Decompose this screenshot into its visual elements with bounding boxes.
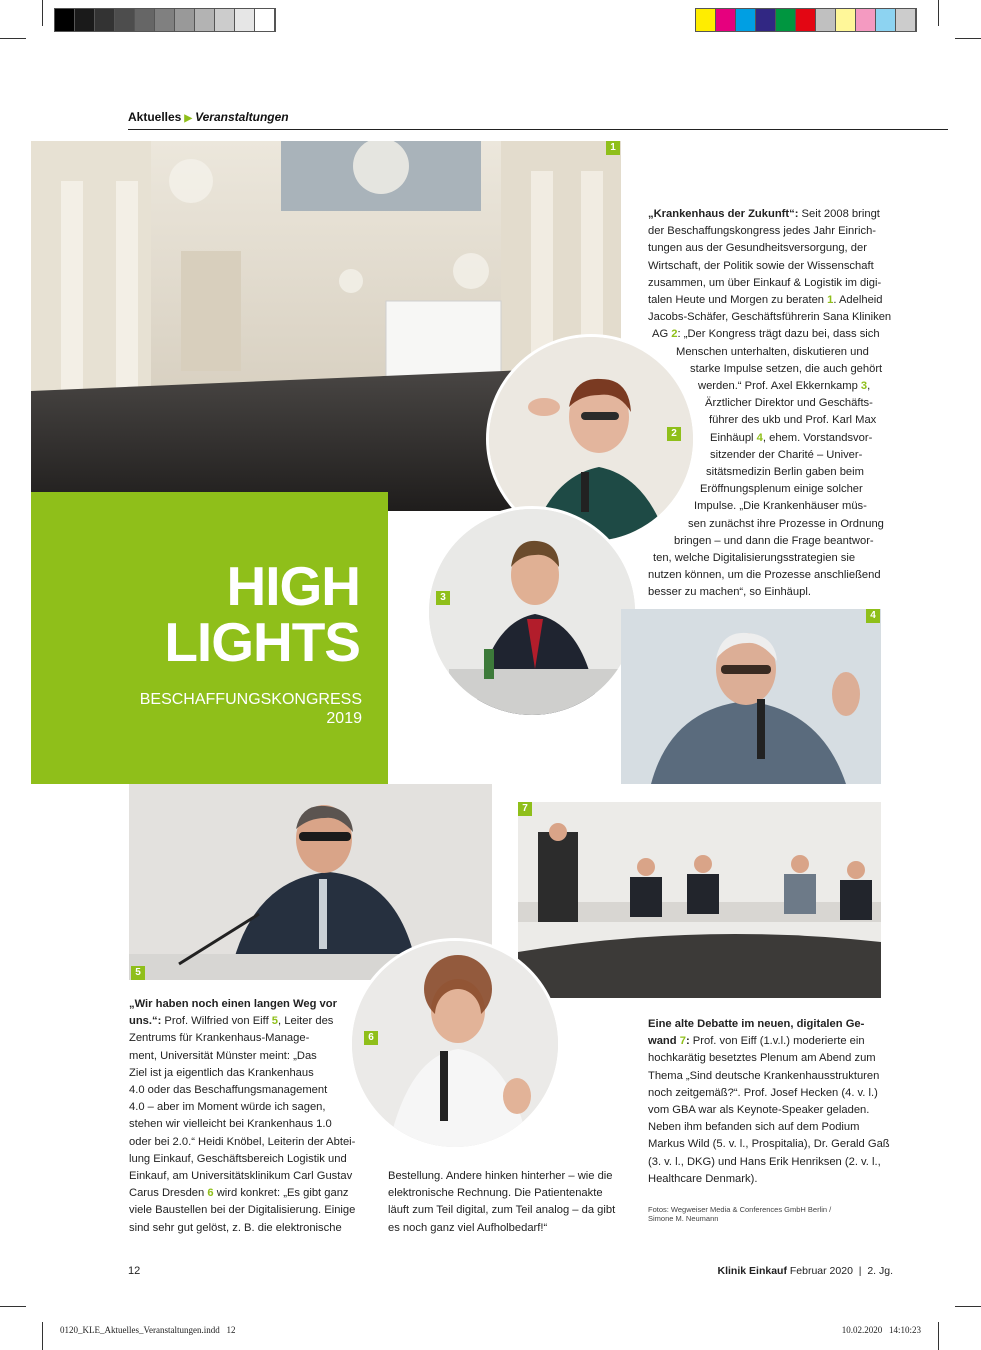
photo-heidi-knoebel (349, 938, 561, 1150)
text-run: , ehem. Vorstandsvor- (762, 431, 873, 444)
article-lead: Eine alte Debatte im neuen, digitalen Ge- (648, 1018, 865, 1030)
color-swatch (756, 9, 776, 31)
crop-mark (42, 0, 43, 26)
text-line (648, 1171, 890, 1188)
color-swatch (696, 9, 716, 31)
text-line (648, 1085, 890, 1102)
article-lead: „Krankenhaus der Zukunft“: (648, 208, 799, 220)
text-line (648, 326, 891, 343)
color-swatch (716, 9, 736, 31)
color-swatch (896, 9, 916, 31)
text-line (648, 258, 891, 275)
photo-ref: 1 (827, 294, 834, 307)
photo-number-5: 5 (131, 966, 145, 980)
text-run: der Beschaffungskongress jedes Jahr Einrich- (648, 225, 877, 238)
text-run: viele Baustellen bei der Digitalisierung. Einige (129, 1204, 356, 1217)
text-run: Thema „Sind deutsche Krankenhausstrukturen (648, 1069, 880, 1082)
color-swatch (796, 9, 816, 31)
photo-ref: 4 (756, 431, 763, 444)
text-run: Einhäupl (710, 431, 757, 444)
photo-panel-discussion (518, 802, 881, 998)
color-swatch (776, 9, 796, 31)
text-run: besser zu machen“, so Einhäupl. (648, 586, 811, 599)
text-line (129, 1134, 355, 1151)
text-run: ment, Universität Münster meint: „Das (129, 1049, 317, 1062)
portrait-illustration (429, 509, 638, 718)
photo-axel-ekkernkamp (426, 506, 638, 718)
text-line: Bestellung. Andere hinken hinterher – wie die (388, 1170, 613, 1182)
color-swatch (876, 9, 896, 31)
text-run: Ärztlicher Direktor und Geschäfts- (705, 397, 873, 410)
text-line (129, 996, 355, 1013)
header-rule (128, 129, 948, 130)
text-line (648, 1119, 890, 1136)
color-swatch (95, 9, 115, 31)
text-run: Eröffnungsplenum einige solcher (700, 483, 863, 496)
text-run: 4.0 oder das Beschaffungsmanagement (129, 1084, 328, 1097)
color-swatch (235, 9, 255, 31)
photo-number-4: 4 (866, 609, 880, 623)
text-line (648, 206, 891, 223)
highlights-box (31, 492, 388, 784)
color-swatch (195, 9, 215, 31)
article-lead: : (685, 1035, 690, 1048)
photo-credit: Fotos: Wegweiser Media & Conferences GmbH Berlin / Simone M. Neumann (648, 1205, 832, 1223)
text-run: werden.“ Prof. Axel Ekkernkamp (698, 380, 861, 393)
text-line (648, 533, 891, 550)
text-run: Ziel ist ja eigentlich das Krankenhaus (129, 1066, 314, 1079)
page-number: 12 (128, 1265, 141, 1277)
color-swatch (736, 9, 756, 31)
text-line (129, 1168, 355, 1185)
text-line (129, 1048, 355, 1065)
process-color-bar (695, 8, 917, 32)
text-line (648, 498, 891, 515)
highlights-title: HIGH LIGHTS (164, 555, 360, 673)
text-run: 4.0 – aber im Moment würde ich sagen, (129, 1101, 326, 1114)
photo-number-1: 1 (606, 141, 620, 155)
text-line (648, 361, 891, 378)
text-run: starke Impulse setzen, die auch gehört (690, 362, 883, 375)
photo-ref: 2 (671, 328, 678, 341)
text-line (129, 1151, 355, 1168)
color-swatch (75, 9, 95, 31)
text-run: lung Einkauf, Geschäftsbereich Logistik und (129, 1152, 347, 1165)
triangle-right-icon: ▶ (184, 113, 193, 124)
portrait-illustration (352, 941, 561, 1150)
text-line (648, 1016, 890, 1033)
text-run: Neben ihm befanden sich auf dem Podium (648, 1121, 860, 1134)
text-line (648, 240, 891, 257)
text-run: Prof. Wilfried von Eiff (161, 1015, 272, 1028)
portrait-illustration (621, 609, 881, 784)
text-run: noch zeitgemäß?“. Prof. Josef Hecken (4. v. l.) (648, 1086, 878, 1099)
text-line (648, 309, 891, 326)
text-run: , (867, 380, 871, 393)
photo-ref: 5 (271, 1015, 279, 1028)
text-run: Carus Dresden (129, 1187, 208, 1200)
article-langer-weg (129, 996, 355, 1237)
text-line (129, 1099, 355, 1116)
text-line (129, 1082, 355, 1099)
text-run: : „Der Kongress trägt dazu bei, dass sich (677, 328, 880, 341)
crop-mark (955, 38, 981, 39)
color-swatch (55, 9, 75, 31)
text-run: AG (652, 328, 672, 341)
article-langer-weg-continued (388, 1168, 615, 1237)
article-krankenhaus-der-zukunft (648, 206, 891, 602)
color-swatch (115, 9, 135, 31)
text-run: Wirtschaft, der Politik sowie der Wissenschaft (648, 259, 874, 272)
text-run: zusammen, um über Einkauf & Logistik im digi- (648, 276, 882, 289)
color-swatch (175, 9, 195, 31)
section-header (128, 110, 289, 124)
text-run: Markus Wild (5. v. l., Prospitalia), Dr. Gerald Gaß (648, 1138, 890, 1151)
article-alte-debatte (648, 1016, 890, 1188)
text-line (648, 275, 891, 292)
crop-mark (42, 1322, 43, 1350)
text-run: Prof. von Eiff (1.v.l.) moderierte ein (689, 1035, 865, 1048)
text-run: ten, welche Digitalisierungsstrategien sie (653, 552, 856, 565)
text-line (648, 516, 891, 533)
text-run: wird konkret: „Es gibt ganz (213, 1187, 349, 1200)
panel-illustration (518, 802, 881, 998)
gray-color-bar (54, 8, 276, 32)
text-line (648, 1033, 890, 1050)
text-run: , Leiter des (278, 1015, 334, 1028)
text-run: Impulse. „Die Krankenhäuser müs- (694, 500, 867, 513)
photo-number-7: 7 (518, 802, 532, 816)
text-line (648, 1050, 890, 1067)
footer-brand: Klinik Einkauf (717, 1265, 787, 1277)
crop-mark (0, 38, 26, 39)
text-run: nutzen können, um die Prozesse anschließend (648, 569, 881, 582)
text-line (129, 1065, 355, 1082)
color-swatch (255, 9, 275, 31)
text-run: bringen – und dann die Frage beantwor- (674, 534, 874, 547)
highlights-subtitle: BESCHAFFUNGSKONGRESS 2019 (139, 691, 362, 727)
text-run: hochkarätig besetztes Plenum am Abend zum (648, 1052, 876, 1065)
text-line (648, 481, 891, 498)
text-line (648, 567, 891, 584)
photo-ref: 3 (860, 380, 868, 393)
text-run: sitzender der Charité – Univer- (710, 448, 863, 461)
color-swatch (215, 9, 235, 31)
text-line (648, 584, 891, 601)
photo-ref: 6 (207, 1187, 214, 1200)
text-run: Einkauf, am Universitätsklinikum Carl Gustav (129, 1170, 353, 1183)
text-line (648, 447, 891, 464)
text-line (648, 1154, 890, 1171)
text-run: vom GBA war als Keynote-Speaker geladen. (648, 1104, 870, 1117)
footer-issue-text: Februar 2020 | 2. Jg. (789, 1265, 893, 1277)
photo-number-6: 6 (364, 1031, 378, 1045)
text-line (648, 223, 891, 240)
text-line (129, 1220, 355, 1237)
color-swatch (836, 9, 856, 31)
text-run: sind sehr gut gelöst, z. B. die elektronische (129, 1221, 342, 1234)
text-line (129, 1013, 355, 1030)
text-run: talen Heute und Morgen zu beraten (648, 294, 828, 307)
photo-ref: 7 (679, 1035, 686, 1048)
text-run: sitätsmedizin Berlin gaben beim (706, 466, 864, 479)
text-line (648, 412, 891, 429)
text-run: tungen aus der Gesundheitsversorgung, der (648, 242, 867, 255)
text-line (648, 1136, 890, 1153)
text-line (648, 430, 891, 447)
text-run: führer des ukb und Prof. Karl Max (709, 414, 877, 427)
photo-number-2: 2 (667, 427, 681, 441)
color-swatch (155, 9, 175, 31)
text-line (129, 1185, 355, 1202)
text-line (648, 464, 891, 481)
article-lead: wand (648, 1035, 680, 1048)
text-run: oder bei 2.0.“ Heidi Knöbel, Leiterin der Abtei- (129, 1135, 356, 1148)
section-label: Aktuelles (128, 110, 182, 124)
text-line (129, 1030, 355, 1047)
text-line (648, 292, 891, 309)
text-run: sen zunächst ihre Prozesse in Ordnung (688, 517, 884, 530)
text-line: elektronische Rechnung. Die Patientenakte (388, 1187, 603, 1200)
article-lead: „Wir haben noch einen langen Weg vor (129, 998, 337, 1010)
text-line (648, 395, 891, 412)
crop-mark (0, 1306, 26, 1307)
date-slug: 10.02.2020 14:10:23 (841, 1325, 921, 1335)
text-line (648, 344, 891, 361)
text-run: Seit 2008 bringt (798, 208, 880, 220)
article-lead: uns.“: (129, 1015, 162, 1028)
crop-mark (938, 1322, 939, 1350)
photo-number-3: 3 (436, 591, 450, 605)
text-line (129, 1116, 355, 1133)
crop-mark (955, 1306, 981, 1307)
color-swatch (856, 9, 876, 31)
text-run: Healthcare Denmark). (648, 1172, 758, 1185)
text-line (648, 1102, 890, 1119)
text-line (129, 1202, 355, 1219)
color-swatch (135, 9, 155, 31)
text-line (648, 550, 891, 567)
photo-karl-max-einhaeupl (621, 609, 881, 784)
subsection-label: Veranstaltungen (195, 110, 289, 124)
text-run: Jacobs-Schäfer, Geschäftsführerin Sana Kliniken (648, 311, 892, 324)
footer-issue (718, 1265, 893, 1277)
text-line (648, 378, 891, 395)
text-run: (3. v. l., DKG) und Hans Erik Henriksen (2. v. l., (648, 1155, 881, 1168)
color-swatch (816, 9, 836, 31)
text-line (648, 1068, 890, 1085)
text-line: es noch ganz viel Aufholbedarf!“ (388, 1221, 548, 1234)
text-run: . Adelheid (833, 294, 883, 307)
crop-mark (938, 0, 939, 26)
text-run: Zentrums für Krankenhaus-Manage- (129, 1032, 310, 1045)
text-line: läuft zum Teil digital, zum Teil analog – da gibt (388, 1204, 616, 1217)
text-run: stehen wir vielleicht bei Krankenhaus 1.0 (129, 1118, 332, 1131)
text-run: Menschen unterhalten, diskutieren und (676, 345, 869, 358)
file-slug: 0120_KLE_Aktuelles_Veranstaltungen.indd 12 (60, 1325, 236, 1335)
